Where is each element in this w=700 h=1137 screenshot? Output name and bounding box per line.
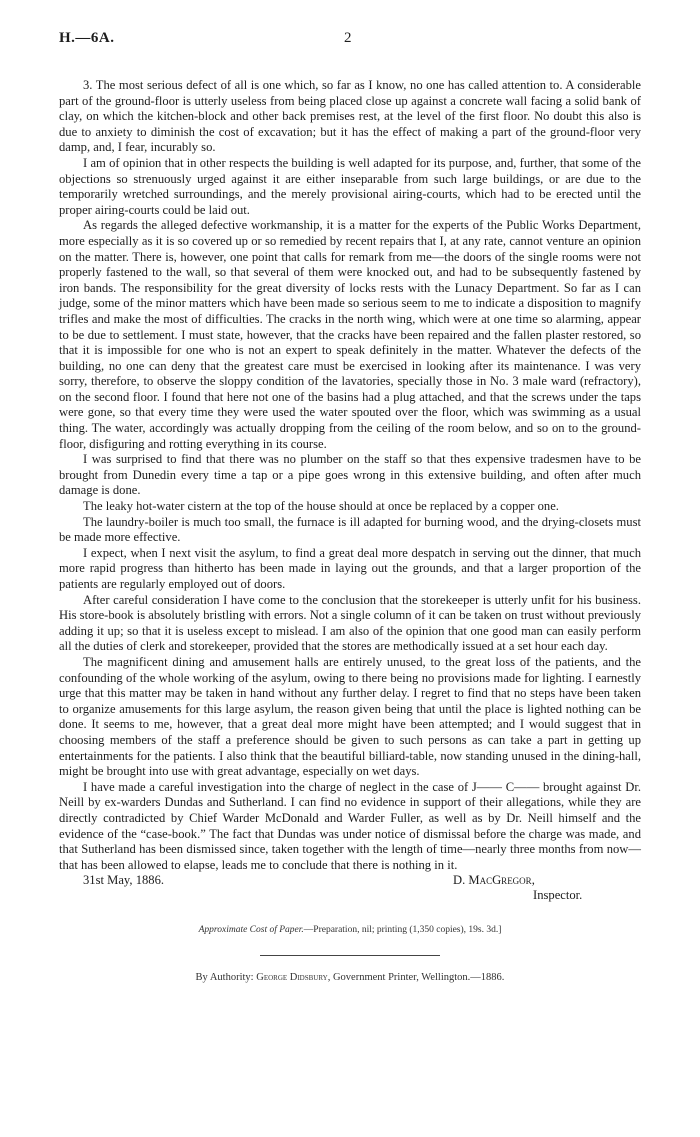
page-header xyxy=(59,30,641,52)
printer-imprint xyxy=(59,972,641,983)
paragraph: I have made a careful investigation into the charge of neglect in the case of J—— C—— brought against Dr. Neill by ex-warders Dundas and Sutherland. I can find no evidence in support of their allegations, while they are directly contradicted by Chief Warder McDonald and Warder Fuller, as well as by Dr. Neill himself and the evidence of the “case-book.” The fact that Dundas was under notice of dismissal before the charge was made, and that Sutherland has been dismissed since, taken together with the length of time—nearly three months from now—that has been allowed to elapse, leads me to conclude that there is nothing in it. xyxy=(59,779,641,872)
page-number: 2 xyxy=(344,30,352,46)
cost-note xyxy=(59,925,641,935)
paragraph: As regards the alleged defective workmanship, it is a matter for the experts of the Public Works Department, more especially as it is so covered up or so remedied by recent repairs that I, at any rate, cannot venture an opinion on the matter. There is, however, one point that calls for remark from me—the doors of the single rooms were not properly fastened to the wall, so that several of them were knocked out, and had to be subsequently fastened by iron bands. The responsibility for the great diversity of locks rests with the Lunacy Department. So far as I can judge, some of the minor matters which have been made so serious seem to me to indicate a disposition to magnify trifles and make the most of difficulties. The cracks in the north wing, which were at one time so alarming, appear to be due to settlement. I must state, however, that the cracks have been repaired and the fallen plaster restored, so that it is impossible for one who is not an expert to speak definitely in the matter. Whatever the defects of the building, no one can deny that the greatest care must be exercised in looking after its maintenance. I was very sorry, therefore, to observe the sloppy condition of the lavatories, specially those in No. 3 male ward (refractory), on the second floor. I found that here not one of the basins had a plug attached, and that the screws under the taps were gone, so that every time they were used the water spouted over the floor, which was swimming as a usual thing. The water, accordingly was actually dropping from the ceiling of the room below, and so on to the ground-floor, disfiguring and rotting everything in its course. xyxy=(59,218,641,451)
divider xyxy=(260,955,440,956)
paragraph: 3. The most serious defect of all is one which, so far as I know, no one has called attention to. A considerable part of the ground-floor is utterly useless from being placed close up against a concrete wall facing a solid bank of clay, on which the kitchen-block and other back premises rest, at the level of the first floor. No doubt this also is due to anxiety to diminish the cost of excavation; but it has the effect of making a part of the ground-floor very damp, and, I fear, incurably so. xyxy=(59,78,641,155)
cost-label: Approximate Cost of Paper. xyxy=(198,925,304,936)
paragraph: The laundry-boiler is much too small, the furnace is ill adapted for burning wood, and the drying-closets must be made more effective. xyxy=(59,514,641,545)
imprint-printer: George Didsbury, xyxy=(256,972,331,984)
signature-block xyxy=(59,873,641,905)
paragraph: I am of opinion that in other respects the building is well adapted for its purpose, and, further, that some of the objections so strenuously urged against it are either inseparable from such large buildings, or are due to the temporarily wretched surroundings, and the merely provisional airing-courts, which had to be erected until the proper airing-courts could be laid out. xyxy=(59,155,641,217)
paragraph: I was surprised to find that there was no plumber on the staff so that thes expensive tradesmen have to be brought from Dunedin every time a tap or a pipe goes wrong in this extensive building, and often after much damage is done. xyxy=(59,452,641,498)
document-page xyxy=(59,30,641,983)
signature-title: Inspector. xyxy=(533,888,583,903)
signature-date: 31st May, 1886. xyxy=(83,873,165,888)
paper-code: H.—6A. xyxy=(59,30,115,46)
paragraph: I expect, when I next visit the asylum, to find a great deal more despatch in serving out the dinner, that much more rapid progress than hitherto has been made in laying out the grounds, and that a larger proportion of the patients are regularly employed out of doors. xyxy=(59,545,641,591)
cost-detail: —Preparation, nil; printing (1,350 copies), 19s. 3d.] xyxy=(303,925,502,936)
paragraph: The magnificent dining and amusement halls are entirely unused, to the great loss of the patients, and the confounding of the whole working of the asylum, owing to there being no provisions made for lighting. I earnestly urge that this matter may be taken in hand without any further delay. I regret to find that no steps have been taken to organize amusements for this large asylum, the reason given being that until the place is lighted nothing can be done. It seems to me, however, that a great deal more might have been attempted; and I would suggest that in choosing members of the staff a preference should be given to such persons as can take a part in getting up entertainments for the patients. I also think that the beautiful billiard-table, now standing unused in the dining-hall, might be brought into use with great advantage, especially on wet days. xyxy=(59,654,641,779)
imprint-prefix: By Authority: xyxy=(195,972,254,984)
imprint-suffix: Government Printer, Wellington.—1886. xyxy=(332,972,505,984)
paragraph: After careful consideration I have come to the conclusion that the storekeeper is utterly unfit for his business. His store-book is absolutely bristling with errors. Not a single column of it can be taken on trust without previously adding it up; so that it is useless except to mislead. I am also of the opinion that one good man can easily perform all the duties of clerk and storekeeper, provided that the stores are methodically issued at a set hour each day. xyxy=(59,592,641,654)
paragraph: The leaky hot-water cistern at the top of the house should at once be replaced by a copper one. xyxy=(83,499,559,514)
report-body xyxy=(59,78,641,873)
signature-name: D. MacGregor, xyxy=(453,873,535,888)
